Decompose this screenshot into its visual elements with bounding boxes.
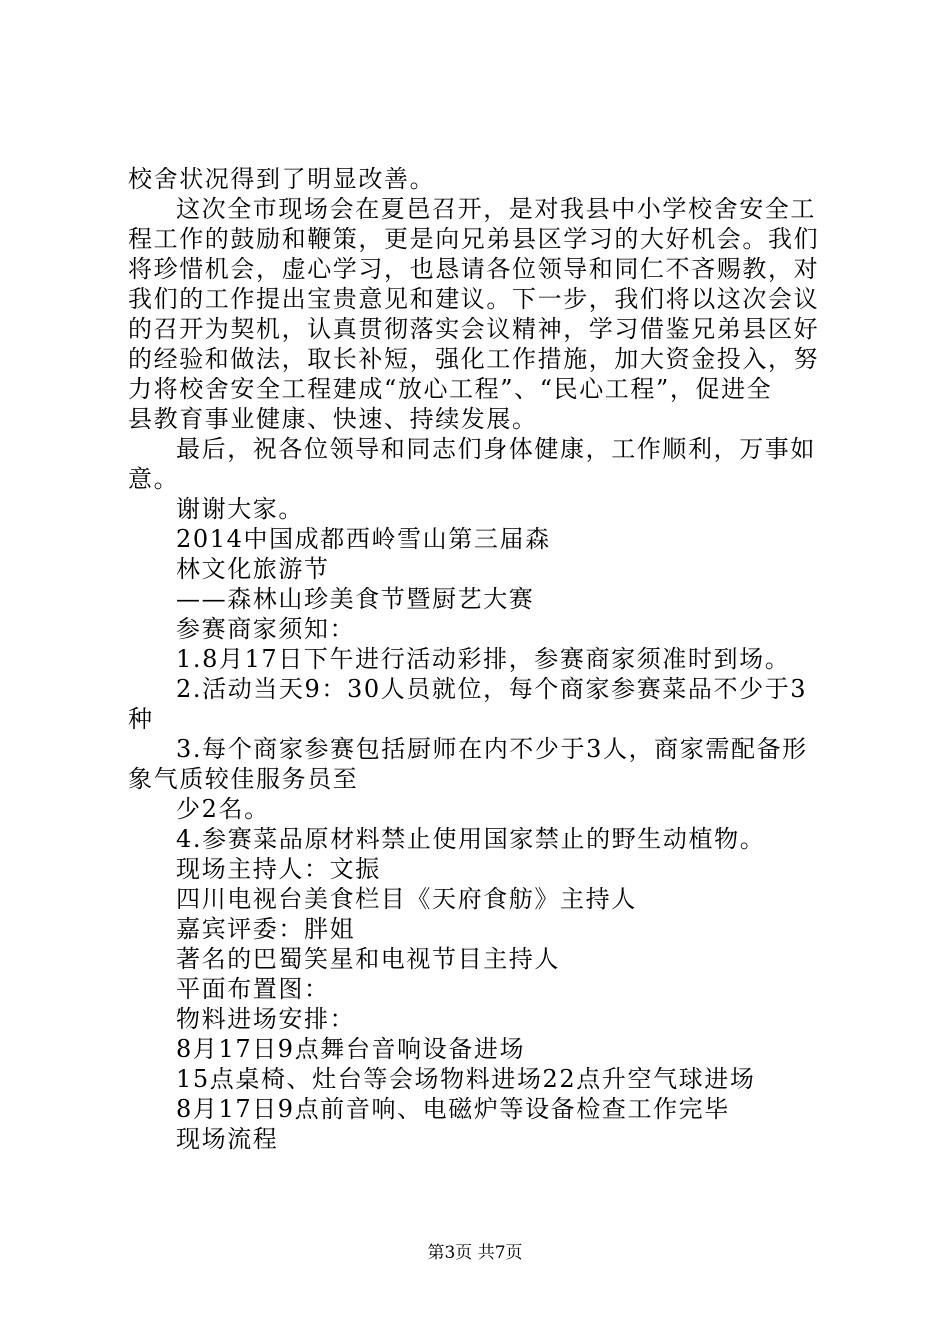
body-line: 平面布置图： — [176, 975, 330, 1003]
body-line: 这次全市现场会在夏邑召开，是对我县中小学校舍安全工 — [176, 195, 816, 223]
body-line: 县教育事业健康、快速、持续发展。 — [128, 405, 538, 433]
body-line: 的召开为契机，认真贯彻落实会议精神，学习借鉴兄弟县区好 — [128, 315, 820, 343]
body-line: 现场主持人：文振 — [176, 855, 381, 883]
body-line: 少2名。 — [176, 795, 270, 823]
body-line: 现场流程 — [176, 1125, 279, 1153]
body-line: 8月17日9点舞台音响设备进场 — [176, 1035, 526, 1063]
body-line: 2.活动当天9：30人员就位，每个商家参赛菜品不少于3 — [176, 675, 808, 703]
body-line: 15点桌椅、灶台等会场物料进场22点升空气球进场 — [176, 1065, 756, 1093]
body-line: 1.8月17日下午进行活动彩排，参赛商家须准时到场。 — [176, 645, 791, 673]
body-line: 四川电视台美食栏目《天府食舫》主持人 — [176, 885, 637, 913]
body-line: 象气质较佳服务员至 — [128, 765, 359, 793]
body-line: 我们的工作提出宝贵意见和建议。下一步，我们将以这次会议 — [128, 285, 820, 313]
body-line: 力将校舍安全工程建成“放心工程”、“民心工程”，促进全 — [128, 375, 773, 403]
body-line: 的经验和做法，取长补短，强化工作措施，加大资金投入，努 — [128, 345, 820, 373]
body-line: 物料进场安排： — [176, 1005, 356, 1033]
body-line: ——森林山珍美食节暨厨艺大赛 — [176, 585, 535, 613]
body-line: 2014中国成都西岭雪山第三届森 — [176, 525, 551, 553]
body-line: 参赛商家须知： — [176, 615, 356, 643]
page-footer: 第3页 共7页 — [427, 1243, 523, 1263]
body-line: 谢谢大家。 — [176, 495, 304, 523]
body-line: 程工作的鼓励和鞭策，更是向兄弟县区学习的大好机会。我们 — [128, 225, 820, 253]
body-line: 林文化旅游节 — [176, 555, 330, 583]
body-line: 8月17日9点前音响、电磁炉等设备检查工作完毕 — [176, 1095, 730, 1123]
body-line: 著名的巴蜀笑星和电视节目主持人 — [176, 945, 560, 973]
body-line: 种 — [128, 705, 154, 733]
body-line: 意。 — [128, 465, 180, 493]
body-line: 4.参赛菜品原材料禁止使用国家禁止的野生动植物。 — [176, 825, 766, 853]
body-line: 将珍惜机会，虚心学习，也恳请各位领导和同仁不吝赐教，对 — [128, 255, 820, 283]
body-line: 3.每个商家参赛包括厨师在内不少于3人，商家需配备形 — [176, 735, 808, 763]
body-line: 最后，祝各位领导和同志们身体健康，工作顺利，万事如 — [176, 435, 816, 463]
body-line: 嘉宾评委：胖姐 — [176, 915, 356, 943]
body-line: 校舍状况得到了明显改善。 — [128, 165, 436, 193]
